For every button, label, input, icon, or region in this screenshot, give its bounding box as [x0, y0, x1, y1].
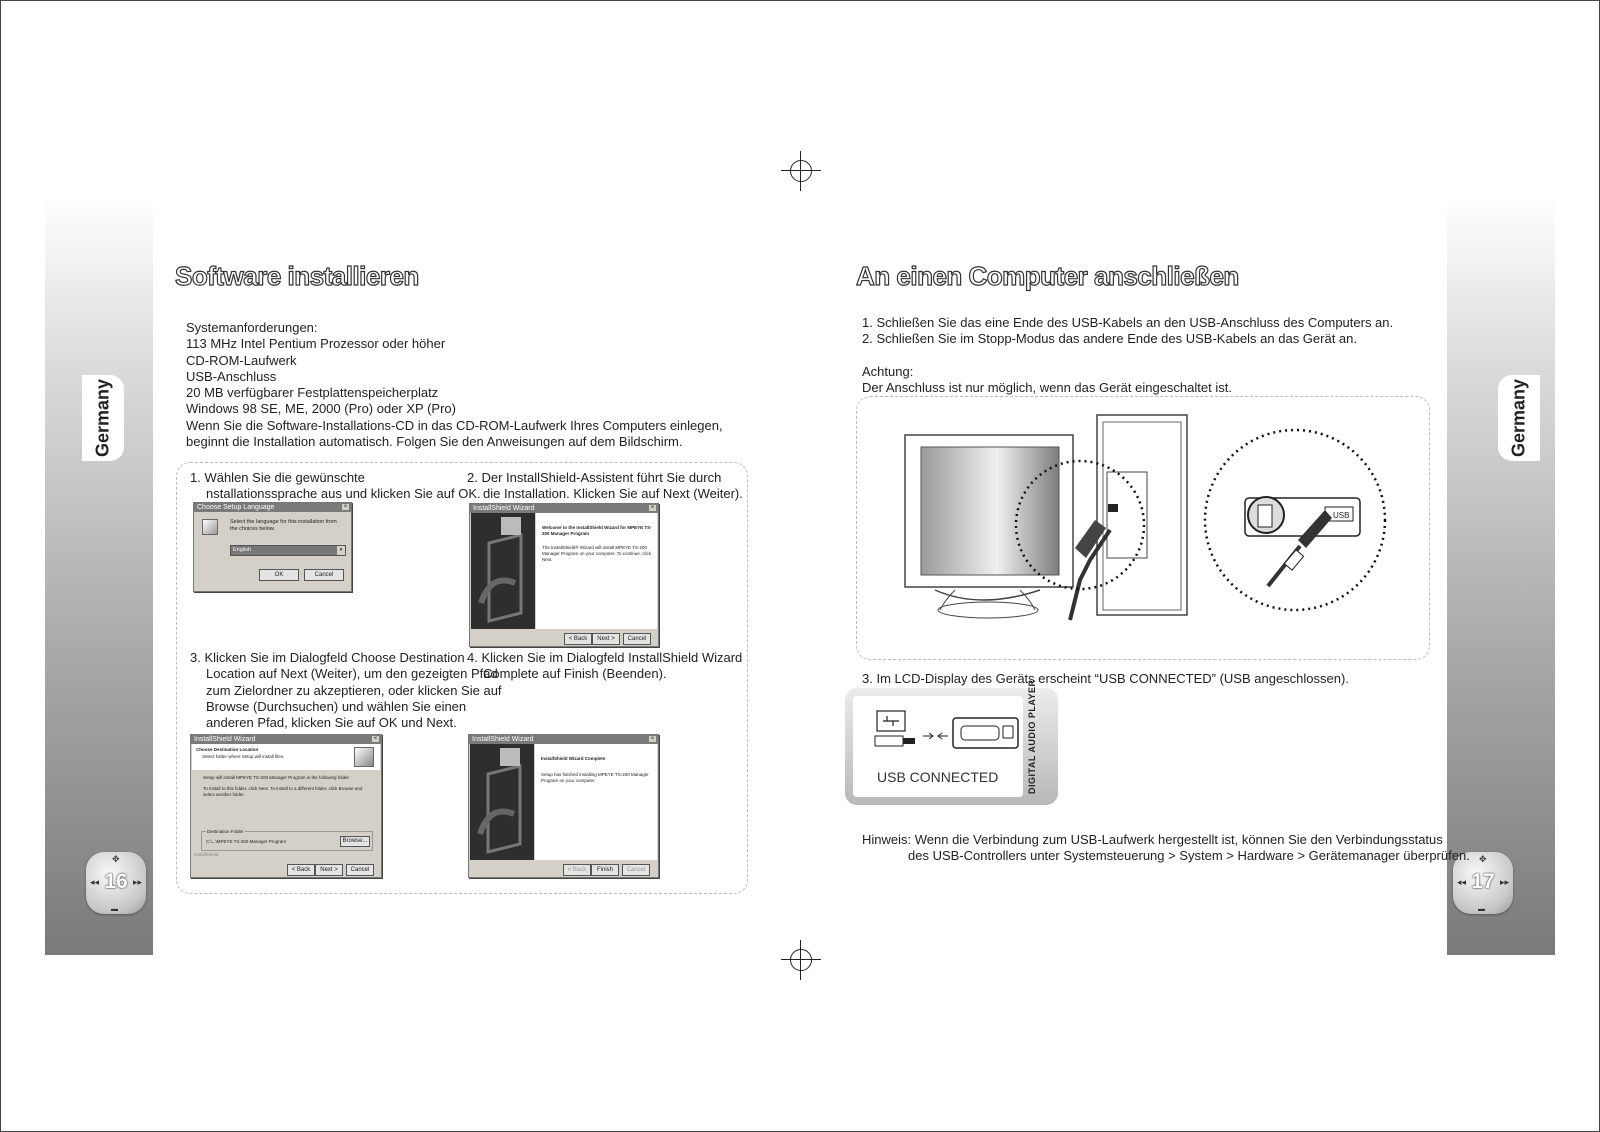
- step-4: [467, 650, 742, 683]
- dialog-header-area: [192, 744, 380, 770]
- wizard-heading: Welcome to the InstallShield Wizard for MPEYE TS-200 Manager Program: [542, 525, 652, 536]
- lcd-screen: [853, 696, 1023, 797]
- close-icon[interactable]: ×: [373, 736, 378, 742]
- cancel-button[interactable]: Cancel: [623, 633, 651, 645]
- step-line: Browse (Durchsuchen) und wählen Sie einen: [206, 698, 467, 714]
- cancel-button[interactable]: Cancel: [304, 569, 344, 581]
- hint-line: Hinweis: Wenn die Verbindung zum USB-Laufwerk hergestellt ist, können Sie den Verbindungsstatus: [862, 832, 1443, 847]
- hint-note: [862, 832, 1470, 865]
- page-number-right: 17: [1471, 870, 1495, 893]
- wizard-content: [536, 513, 657, 629]
- step-line: 2. Der InstallShield-Assistent führt Sie durch: [467, 470, 722, 485]
- wizard-logo-icon: [471, 513, 535, 629]
- step-line: zum Zielordner zu akzeptieren, oder klicken Sie auf: [206, 682, 502, 698]
- installshield-label: InstallShield: [194, 852, 219, 857]
- page-number-badge-left: [86, 852, 146, 914]
- folder-label: Destination Folder: [207, 829, 244, 834]
- intro-line: 20 MB verfügbarer Festplattenspeicherplatz: [186, 385, 439, 401]
- wizard-logo-icon: [470, 744, 534, 860]
- dialog-title: InstallShield Wizard: [472, 736, 534, 743]
- right-page-title: An einen Computer anschließen: [856, 261, 1239, 291]
- wizard-icon: [354, 747, 374, 767]
- step-line: Complete auf Finish (Beenden).: [483, 666, 667, 682]
- intro-line: 113 MHz Intel Pentium Prozessor oder höher: [186, 336, 446, 352]
- connection-steps: [862, 315, 1393, 396]
- left-side-tab: [82, 375, 124, 461]
- wizard-heading: InstallShield Wizard Complete: [541, 756, 606, 761]
- destination-heading: Choose Destination Location: [196, 747, 259, 752]
- right-side-tab: [1498, 375, 1540, 461]
- connection-step: 2. Schließen Sie im Stopp-Modus das andere Ende des USB-Kabels an das Gerät an.: [862, 331, 1358, 347]
- cancel-button[interactable]: Cancel: [346, 864, 374, 876]
- choose-setup-language-dialog: [193, 502, 352, 592]
- dialog-prompt: Select the language for this installation from the choices below.: [230, 519, 337, 532]
- intro-line: USB-Anschluss: [186, 368, 277, 384]
- dialog-title-bar: [469, 735, 658, 744]
- dialog-title: Choose Setup Language: [197, 504, 275, 511]
- destination-subheading: Select folder where Setup will install files.: [202, 754, 285, 759]
- language-select[interactable]: [230, 545, 346, 556]
- cancel-button[interactable]: Cancel: [622, 864, 650, 876]
- next-button[interactable]: Next >: [592, 633, 620, 645]
- step-3: [190, 650, 502, 731]
- close-icon[interactable]: ×: [650, 736, 655, 742]
- lcd-usb-connected-text: USB CONNECTED: [877, 769, 999, 785]
- installshield-complete-dialog: [468, 734, 659, 878]
- device-usb-label: USB: [1333, 511, 1350, 520]
- left-side-band: [45, 195, 153, 955]
- forward-icon: ▸▸: [1499, 877, 1509, 887]
- menu-icon: ▬: [1478, 906, 1485, 913]
- dialog-title-bar: [191, 735, 381, 744]
- intro-line: Systemanforderungen:: [186, 320, 318, 335]
- installshield-welcome-dialog: [469, 503, 659, 647]
- browse-button[interactable]: Browse...: [340, 836, 370, 847]
- step-line: Location auf Next (Weiter), um den gezeigten Pfad: [206, 666, 498, 682]
- dialog-title-bar: [194, 503, 351, 512]
- left-page-title: Software installieren: [175, 261, 419, 291]
- wizard-content: [535, 744, 657, 860]
- step-1: [190, 470, 481, 503]
- wizard-body: The InstallShield® Wizard will install MPEYE TS-200 Manager Program on your computer. To continue, click Next.: [542, 545, 651, 562]
- step-line: anderen Pfad, klicken Sie auf OK und Next.: [206, 715, 457, 731]
- step-2: [467, 470, 743, 503]
- computer-connection-illustration: [870, 410, 1410, 650]
- dialog-title: InstallShield Wizard: [194, 736, 256, 743]
- step-line: 4. Klicken Sie im Dialogfeld InstallShield Wizard: [467, 650, 743, 665]
- dialog-title: InstallShield Wizard: [473, 505, 535, 512]
- up-arrow-icon: ✥: [1479, 854, 1487, 864]
- destination-folder-group: [201, 831, 373, 851]
- page-number-left: 16: [104, 870, 128, 893]
- intro-line: CD-ROM-Laufwerk: [186, 352, 297, 368]
- close-icon[interactable]: ×: [343, 504, 348, 510]
- dialog-title-bar: [470, 504, 658, 513]
- registration-mark-top-icon: [781, 151, 821, 191]
- chevron-down-icon: ▾: [337, 546, 345, 555]
- choose-destination-dialog: [190, 734, 382, 878]
- setup-icon: [202, 519, 218, 535]
- warning-text: Der Anschluss ist nur möglich, wenn das Gerät eingeschaltet ist.: [862, 379, 1232, 395]
- finish-button[interactable]: Finish: [591, 864, 619, 876]
- wizard-side-graphic: [471, 513, 535, 629]
- system-requirements: [186, 320, 723, 450]
- warning-label: Achtung:: [862, 363, 914, 379]
- back-button[interactable]: < Back: [563, 864, 591, 876]
- hint-line: des USB-Controllers unter Systemsteuerung > System > Hardware > Gerätemanager überprüfen.: [908, 848, 1470, 864]
- back-button[interactable]: < Back: [564, 633, 592, 645]
- rewind-icon: ◂◂: [1457, 877, 1467, 887]
- step-3-lcd: 3. Im LCD-Display des Geräts erscheint “USB CONNECTED” (USB angeschlossen).: [862, 671, 1349, 686]
- connection-step: 1. Schließen Sie das eine Ende des USB-Kabels an den USB-Anschluss des Computers an.: [862, 315, 1394, 330]
- left-side-label: Germany: [92, 378, 113, 458]
- language-selected-value: English: [231, 546, 337, 555]
- close-icon[interactable]: ×: [650, 505, 655, 511]
- digital-audio-player-label: DIGITAL AUDIO PLAYER: [1027, 679, 1037, 794]
- up-arrow-icon: ✥: [112, 854, 120, 864]
- destination-text: To install to this folder, click Next. To install to a different folder, click Browse and select another folder.: [203, 786, 363, 797]
- right-side-label: Germany: [1508, 378, 1529, 458]
- lcd-display-illustration: [845, 679, 1058, 805]
- intro-line: Wenn Sie die Software-Installations-CD in das CD-ROM-Laufwerk Ihres Computers einlegen,: [186, 417, 723, 433]
- ok-button[interactable]: OK: [259, 569, 299, 581]
- rewind-icon: ◂◂: [90, 877, 100, 887]
- forward-icon: ▸▸: [132, 877, 142, 887]
- next-button[interactable]: Next >: [315, 864, 343, 876]
- step-line: 3. Klicken Sie im Dialogfeld Choose Destination: [190, 650, 465, 665]
- wizard-body: Setup has finished installing MPEYE TS-200 Manager Program on your computer.: [541, 772, 649, 783]
- step-line: 1. Wählen Sie die gewünschte: [190, 470, 365, 485]
- registration-mark-bottom-icon: [781, 940, 821, 980]
- intro-line: Windows 98 SE, ME, 2000 (Pro) oder XP (Pro): [186, 401, 456, 417]
- back-button[interactable]: < Back: [287, 864, 315, 876]
- step-line: die Installation. Klicken Sie auf Next (Weiter).: [483, 486, 743, 502]
- folder-path: C:\...\MPEYE TS-200 Manager Program: [206, 839, 286, 844]
- destination-text: Setup will install MPEYE TS-200 Manager Program in the following folder.: [203, 775, 350, 780]
- wizard-side-graphic: [470, 744, 534, 860]
- intro-line: beginnt die Installation automatisch. Folgen Sie den Anweisungen auf dem Bildschirm.: [186, 434, 683, 450]
- menu-icon: ▬: [111, 906, 118, 913]
- usb-connection-icon: [853, 696, 1023, 756]
- step-line: nstallationssprache aus und klicken Sie auf OK.: [206, 486, 481, 502]
